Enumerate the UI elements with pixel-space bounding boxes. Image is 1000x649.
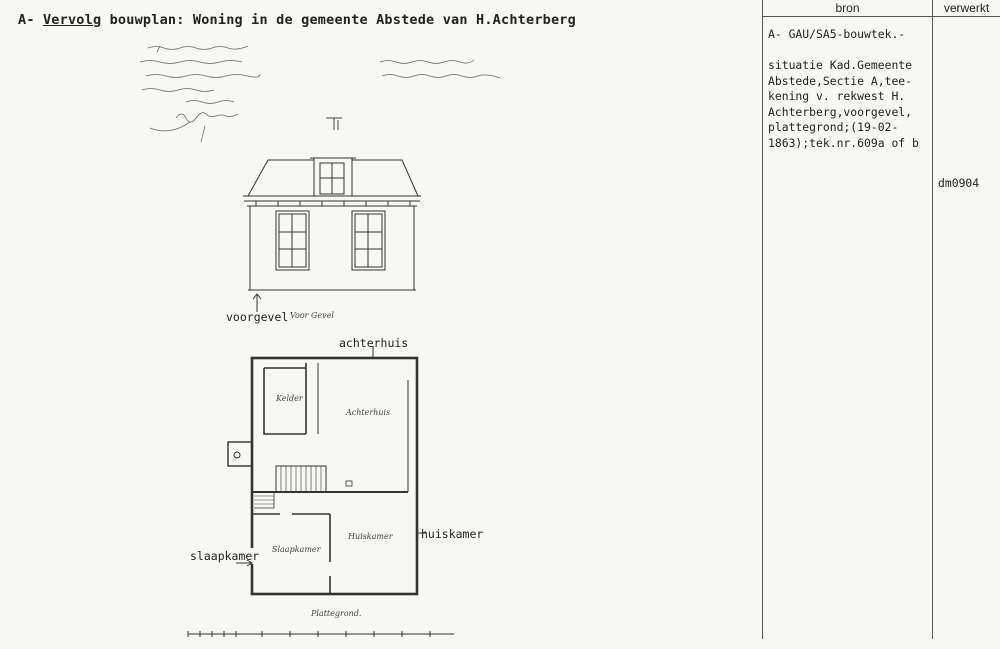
front-facade-elevation (243, 158, 421, 312)
verwerkt-column-header: verwerkt (943, 1, 990, 15)
handwritten-notes-right (380, 60, 500, 78)
small-stamp-mark (326, 118, 342, 130)
script-slaapkamer: Slaapkamer (272, 545, 321, 554)
verwerkt-entry-code: dm0904 (938, 176, 980, 190)
handwritten-notes-left (140, 46, 260, 142)
heading-rest: bouwplan: Woning in de gemeente Abstede van H.Achterberg (101, 12, 576, 28)
table-left-border (762, 0, 763, 639)
label-achterhuis: achterhuis (339, 336, 409, 350)
label-slaapkamer: slaapkamer (190, 549, 260, 563)
label-voorgevel: voorgevel (226, 310, 289, 324)
label-huiskamer: huiskamer (421, 527, 484, 541)
script-huiskamer: Huiskamer (348, 532, 393, 541)
table-header-rule (762, 16, 1000, 17)
bron-column-header: bron (835, 1, 860, 15)
scale-bar (188, 631, 454, 637)
heading-vervolg: Vervolg (42, 12, 102, 28)
bron-entry-text: A- GAU/SA5-bouwtek.- situatie Kad.Gemeente Abstede,Sectie A,tee- kening v. rekwest H. Achterberg,voorgevel, plattegrond;(19-02- 1863);tek.nr.609a of b (768, 27, 919, 150)
script-voor-gevel: Voor Gevel (290, 311, 334, 320)
script-achterhuis: Achterhuis (346, 408, 391, 417)
heading-prefix: A- (18, 12, 43, 28)
script-plattegrond: Plattegrond. (311, 609, 362, 618)
script-kelder: Kelder (276, 394, 303, 403)
